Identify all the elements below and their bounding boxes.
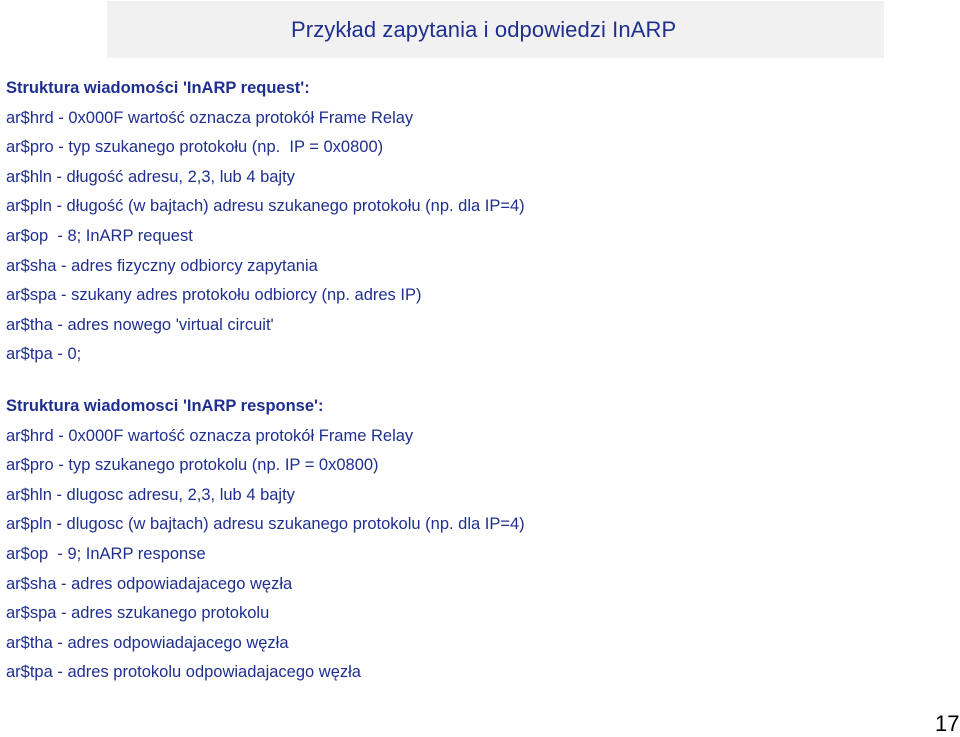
page-number: 17 — [935, 711, 960, 736]
response-field-pln: ar$pln - dlugosc (w bajtach) adresu szukanego protokolu (np. dla IP=4) — [6, 515, 525, 534]
request-heading: Struktura wiadomości 'InARP request': — [6, 79, 310, 97]
response-field-tha: ar$tha - adres odpowiadajacego węzła — [6, 633, 289, 652]
response-field-pro: ar$pro - typ szukanego protokolu (np. IP = 0x0800) — [6, 456, 379, 475]
response-field-spa: ar$spa - adres szukanego protokolu — [6, 604, 270, 623]
request-field-pln: ar$pln - długość (w bajtach) adresu szukanego protokołu (np. dla IP=4) — [6, 197, 525, 216]
request-field-hln: ar$hln - długość adresu, 2,3, lub 4 bajty — [6, 167, 295, 186]
request-field-op: ar$op - 8; InARP request — [6, 226, 193, 245]
response-field-hln: ar$hln - dlugosc adresu, 2,3, lub 4 bajty — [6, 485, 295, 504]
request-section — [6, 74, 926, 370]
response-heading: Struktura wiadomosci 'InARP response': — [6, 397, 324, 415]
slide-title: Przykład zapytania i odpowiedzi InARP — [291, 17, 677, 42]
response-field-op: ar$op - 9; InARP response — [6, 544, 206, 563]
response-field-tpa: ar$tpa - adres protokolu odpowiadajacego węzła — [6, 663, 361, 682]
response-field-sha: ar$sha - adres odpowiadajacego węzła — [6, 574, 293, 593]
response-field-hrd: ar$hrd - 0x000F wartość oznacza protokół Frame Relay — [6, 426, 414, 445]
response-section — [6, 392, 926, 688]
request-field-tha: ar$tha - adres nowego 'virtual circuit' — [6, 315, 274, 334]
request-field-hrd: ar$hrd - 0x000F wartość oznacza protokół Frame Relay — [6, 108, 414, 127]
request-field-pro: ar$pro - typ szukanego protokołu (np. IP = 0x0800) — [6, 138, 384, 157]
request-field-sha: ar$sha - adres fizyczny odbiorcy zapytania — [6, 256, 318, 275]
request-field-tpa: ar$tpa - 0; — [6, 345, 82, 364]
request-field-spa: ar$spa - szukany adres protokołu odbiorcy (np. adres IP) — [6, 286, 422, 305]
